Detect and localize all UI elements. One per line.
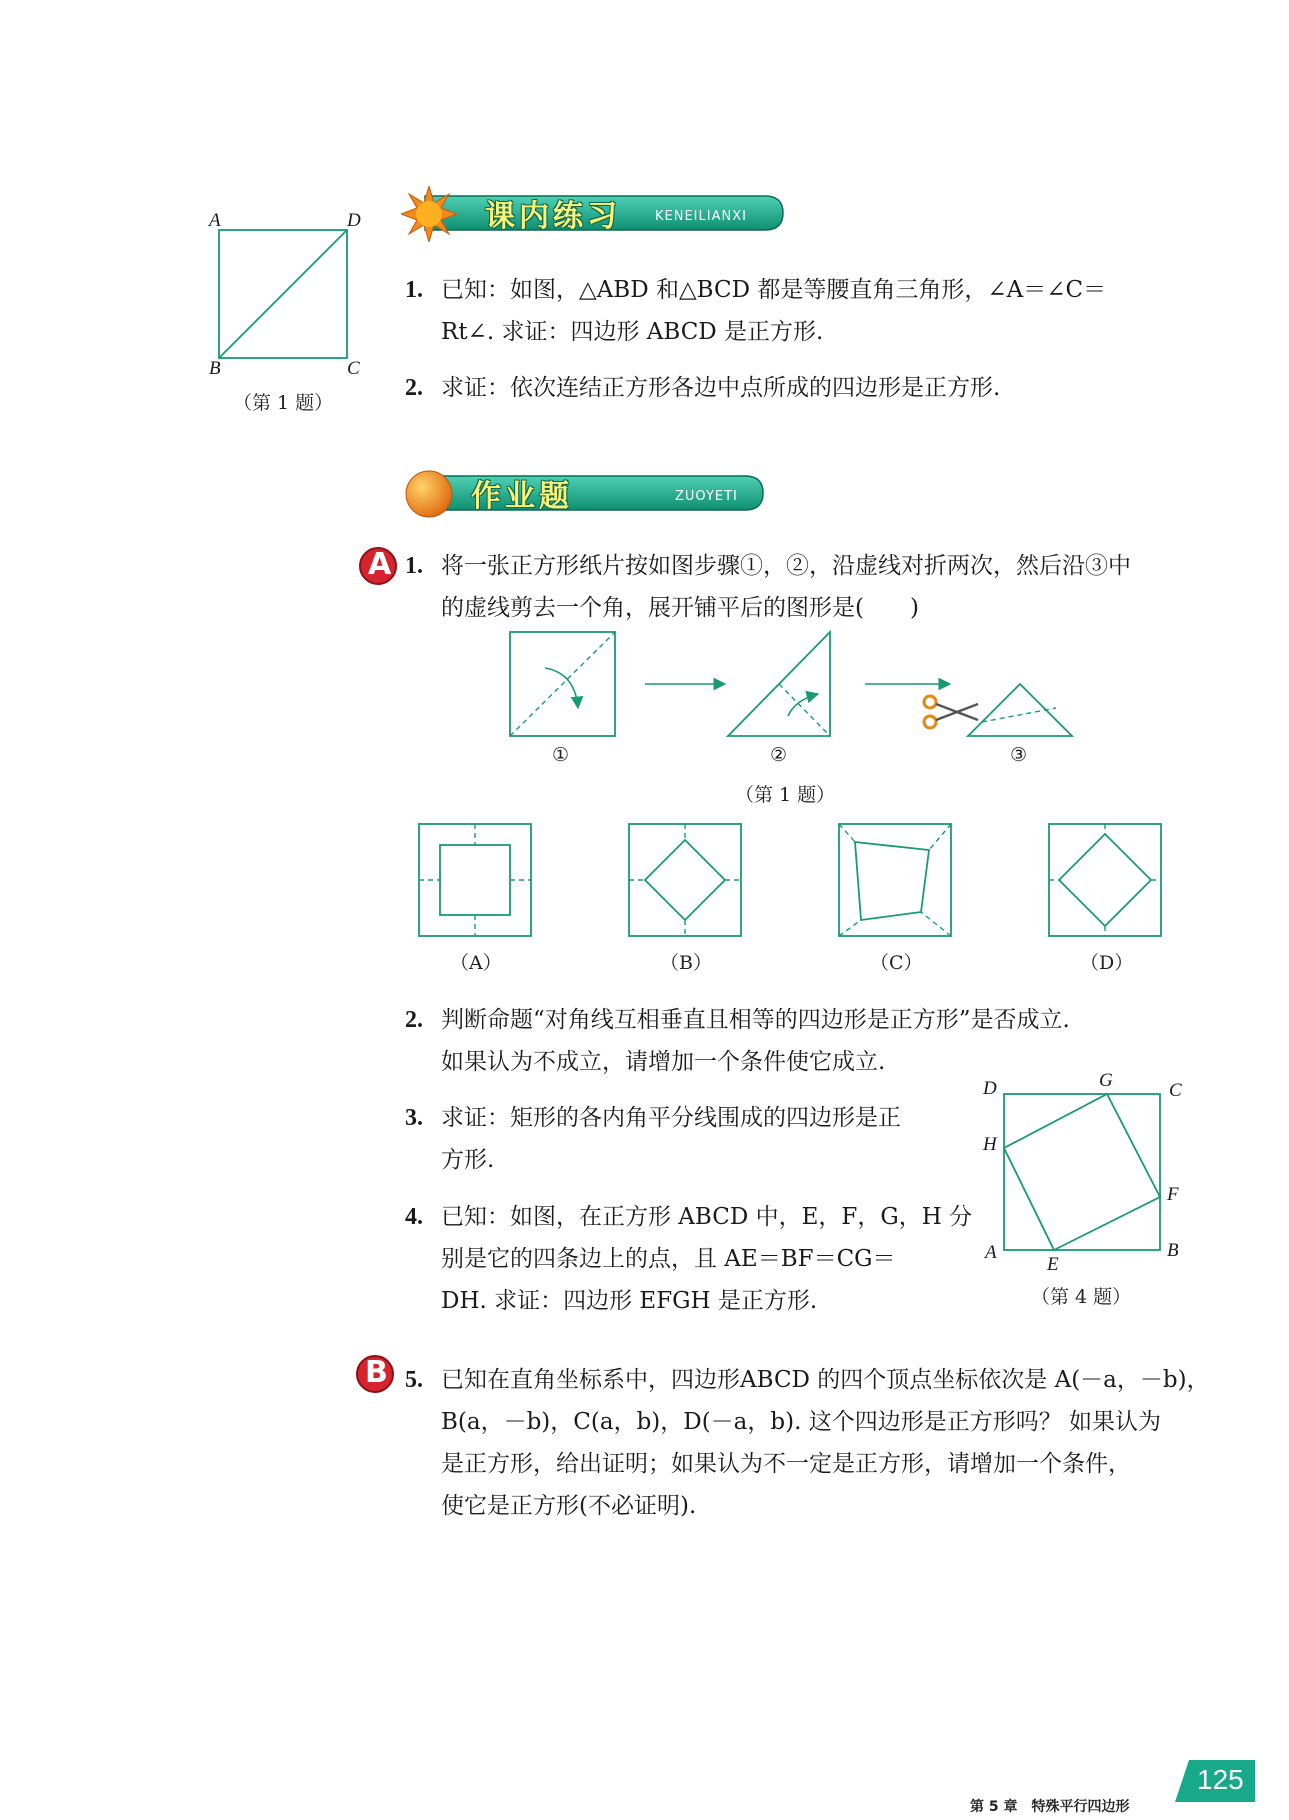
square-diagram: [205, 210, 375, 370]
fold-figure-caption: （第 1 题）: [735, 784, 836, 806]
item-number: 2.: [405, 375, 423, 401]
item-line: 求证：矩形的各内角平分线围成的四边形是正: [441, 1105, 901, 1131]
badge-b-letter: B: [365, 1355, 388, 1390]
option-figures: [415, 820, 1175, 940]
page-number: 125: [1197, 1764, 1244, 1795]
practice-figure: [205, 210, 375, 415]
item-number: 1.: [405, 277, 423, 303]
item-line: Rt∠. 求证：四边形 ABCD 是正方形.: [441, 319, 824, 345]
item-line: 如果认为不成立，请增加一个条件使它成立.: [441, 1049, 886, 1075]
homework-subtitle: ZUOYETI: [675, 489, 738, 504]
item-line: 使它是正方形(不必证明).: [441, 1493, 697, 1519]
vertex-c-label: C: [1169, 1080, 1182, 1101]
item-line: 的虚线剪去一个角，展开铺平后的图形是( ): [441, 595, 919, 621]
step-2-label: ②: [770, 744, 788, 766]
vertex-e-label: E: [1047, 1254, 1059, 1275]
option-b-label[interactable]: （B）: [660, 952, 712, 974]
page-number-tab: [1175, 1758, 1255, 1802]
vertex-b-label: B: [209, 358, 221, 379]
vertex-f-label: F: [1167, 1184, 1179, 1205]
vertex-a-label: A: [985, 1242, 997, 1263]
orb-icon: [403, 468, 455, 520]
item-line: DH. 求证：四边形 EFGH 是正方形.: [441, 1288, 818, 1314]
practice-banner: [405, 192, 785, 234]
vertex-a-label: A: [209, 210, 221, 231]
level-a-badge: [358, 546, 398, 586]
vertex-c-label: C: [347, 358, 360, 379]
homework-banner: [405, 472, 765, 514]
option-a-label[interactable]: （A）: [450, 952, 502, 974]
homework-title: 作业题: [471, 479, 573, 514]
fold-steps-diagram: [500, 628, 1080, 758]
q4-figure: [975, 1070, 1190, 1315]
item-number: 1.: [405, 553, 423, 579]
figure-caption: （第 1 题）: [233, 392, 334, 414]
item-line: 已知：如图，在正方形 ABCD 中，E，F，G，H 分: [441, 1204, 973, 1230]
item-line: B(a，－b)，C(a，b)，D(－a，b). 这个四边形是正方形吗？ 如果认为: [441, 1409, 1162, 1435]
option-d-label[interactable]: （D）: [1080, 952, 1134, 974]
vertex-b-label: B: [1167, 1240, 1179, 1261]
step-3-label: ③: [1010, 744, 1028, 766]
practice-title: 课内练习: [485, 199, 621, 234]
item-line: 将一张正方形纸片按如图步骤①，②，沿虚线对折两次，然后沿③中: [441, 553, 1131, 579]
sun-icon: [401, 186, 457, 242]
vertex-d-label: D: [347, 210, 361, 231]
item-number: 2.: [405, 1007, 423, 1033]
item-line: 判断命题“对角线互相垂直且相等的四边形是正方形”是否成立.: [441, 1007, 1070, 1033]
vertex-d-label: D: [983, 1078, 997, 1099]
item-line: 已知在直角坐标系中，四边形ABCD 的四个顶点坐标依次是 A(－a，－b)，: [441, 1367, 1210, 1393]
chapter-title: 第 5 章 特殊平行四边形: [970, 1799, 1130, 1815]
item-number: 3.: [405, 1105, 423, 1131]
item-line: 已知：如图，△ABD 和△BCD 都是等腰直角三角形，∠A＝∠C＝: [441, 277, 1107, 303]
vertex-g-label: G: [1099, 1070, 1113, 1091]
square-efgh-diagram: [975, 1070, 1190, 1270]
scissors-icon: [924, 696, 978, 728]
step-1-label: ①: [552, 744, 570, 766]
item-number: 4.: [405, 1204, 423, 1230]
item-line: 方形.: [441, 1147, 495, 1173]
option-c-label[interactable]: （C）: [870, 952, 923, 974]
vertex-h-label: H: [983, 1134, 997, 1155]
badge-a-letter: A: [368, 547, 392, 582]
item-number: 5.: [405, 1367, 423, 1393]
practice-subtitle: KENEILIANXI: [655, 209, 747, 224]
q4-figure-caption: （第 4 题）: [1031, 1286, 1132, 1308]
item-line: 是正方形，给出证明；如果认为不一定是正方形，请增加一个条件，: [441, 1451, 1131, 1477]
item-line: 别是它的四条边上的点，且 AE＝BF＝CG＝: [441, 1246, 896, 1272]
level-b-badge: [355, 1354, 395, 1394]
item-line: 求证：依次连结正方形各边中点所成的四边形是正方形.: [441, 375, 1001, 401]
